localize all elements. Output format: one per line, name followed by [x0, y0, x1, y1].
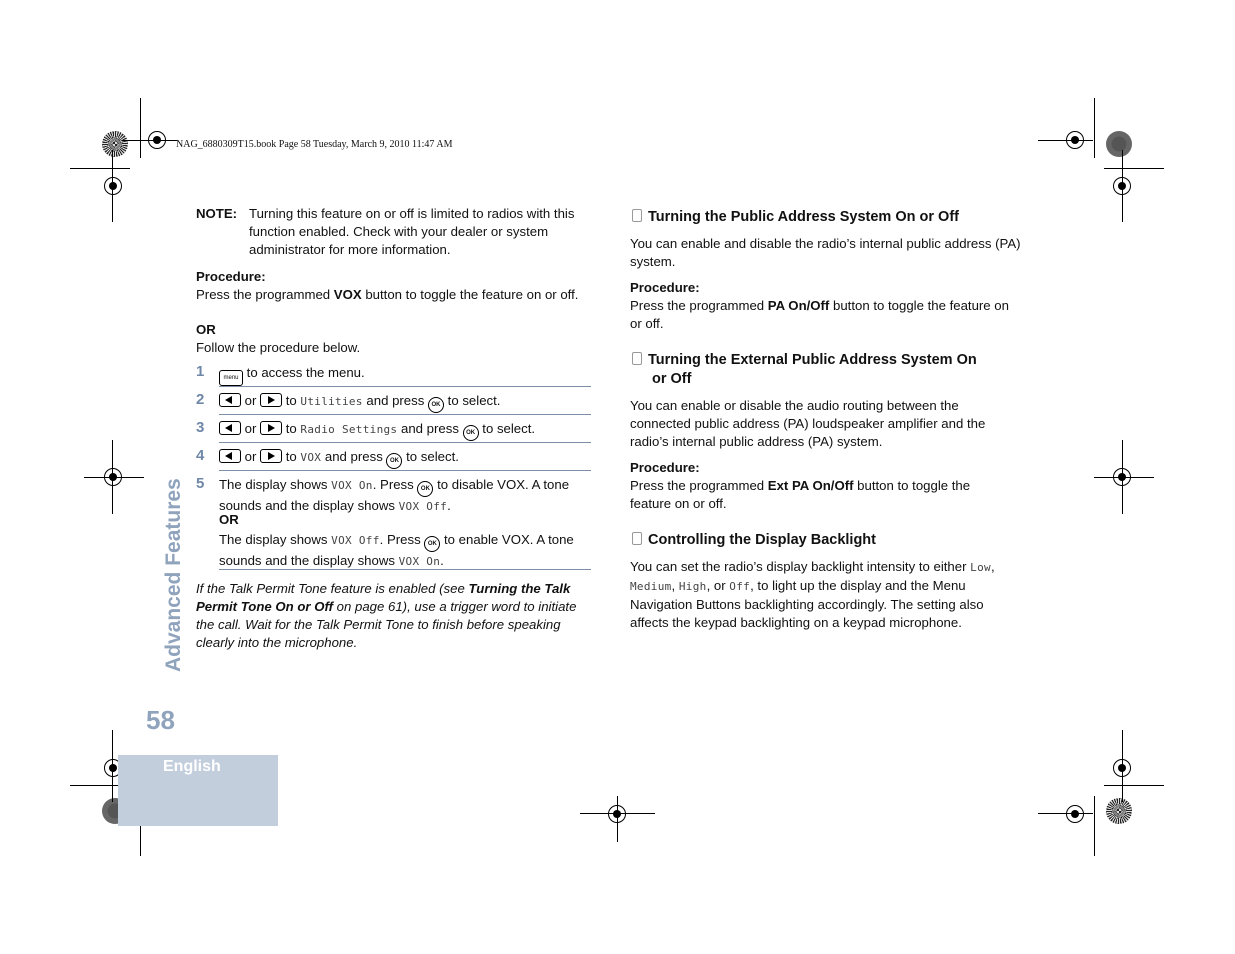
step-2: or to Utilities and press OK to select.: [219, 390, 591, 415]
registration-sun-icon: [102, 131, 128, 157]
note-text: Turning this feature on or off is limited to radios with this function enabled. Check with your dealer or system administrator for more information.: [249, 206, 575, 257]
ok-key-icon: OK: [428, 397, 444, 413]
section-heading-ext-pa-cont: or Off: [652, 371, 692, 387]
note-label: NOTE:: [196, 206, 238, 221]
registration-target-icon: [1066, 805, 1084, 823]
right-arrow-key-icon: [260, 449, 282, 463]
document-icon: [632, 209, 642, 222]
talk-permit-note: If the Talk Permit Tone feature is enabled (see Turning the Talk Permit Tone On or Off on page 61), use a trigger word to initiate the call. Wait for the Talk Permit Tone to finish before speaking clearly into the microphone.: [196, 581, 577, 650]
left-arrow-key-icon: [219, 393, 241, 407]
follow-text: Follow the procedure below.: [196, 340, 361, 355]
or-label: OR: [196, 322, 216, 337]
registration-sun-icon: [1106, 798, 1132, 824]
ok-key-icon: OK: [463, 425, 479, 441]
left-arrow-key-icon: [219, 449, 241, 463]
step-number: 5: [196, 475, 205, 492]
step-4: or to VOX and press OK to select.: [219, 446, 591, 471]
ext-pa-description: You can enable or disable the audio routing between the connected public address (PA) loudspeaker amplifier and the radio’s internal public address (PA) system.: [630, 398, 986, 449]
backlight-description: You can set the radio’s display backlight intensity to either Low, Medium, High, or Off, to light up the display and the Menu Navigation Buttons backlighting accordingly. The setting also affects the keypad backlighting on a keypad microphone.: [630, 559, 995, 630]
procedure-label: Procedure:: [630, 460, 700, 475]
procedure-label: Procedure:: [630, 280, 700, 295]
step-number: 1: [196, 363, 205, 380]
page-number: 58: [146, 705, 175, 735]
left-arrow-key-icon: [219, 421, 241, 435]
ok-key-icon: OK: [424, 536, 440, 552]
step-1: menu to access the menu.: [219, 362, 591, 387]
language-tab-label: English: [163, 758, 221, 775]
step-number: 2: [196, 391, 205, 408]
right-arrow-key-icon: [260, 393, 282, 407]
language-tab: [118, 755, 278, 826]
step-number: 3: [196, 419, 205, 436]
procedure-text: Press the programmed VOX button to toggle the feature on or off.: [196, 287, 579, 302]
procedure-label: Procedure:: [196, 269, 266, 284]
side-tab-label: Advanced Features: [162, 478, 185, 672]
ext-pa-procedure: Press the programmed Ext PA On/Off button to toggle the feature on or off.: [630, 478, 971, 511]
section-heading-pa: Turning the Public Address System On or Off: [632, 209, 959, 225]
registration-sun-icon: [1106, 131, 1132, 157]
step-number: 4: [196, 447, 205, 464]
ok-key-icon: OK: [386, 453, 402, 469]
section-heading-ext-pa: Turning the External Public Address System On: [632, 352, 977, 368]
pa-procedure: Press the programmed PA On/Off button to toggle the feature on or off.: [630, 298, 1009, 331]
step-3: or to Radio Settings and press OK to select.: [219, 418, 591, 443]
right-arrow-key-icon: [260, 421, 282, 435]
step-5: The display shows VOX On. Press OK to disable VOX. A tone sounds and the display shows VOX Off. OR The display shows VOX Off. Press OK to enable VOX. A tone sounds and the display shows VOX On.: [219, 474, 591, 570]
document-icon: [632, 532, 642, 545]
menu-key-icon: menu: [219, 370, 243, 386]
print-header: NAG_6880309T15.book Page 58 Tuesday, March 9, 2010 11:47 AM: [176, 139, 453, 150]
ok-key-icon: OK: [417, 481, 433, 497]
document-icon: [632, 352, 642, 365]
section-heading-backlight: Controlling the Display Backlight: [632, 532, 876, 548]
pa-description: You can enable and disable the radio’s internal public address (PA) system.: [630, 236, 1021, 269]
registration-target-icon: [104, 177, 122, 195]
